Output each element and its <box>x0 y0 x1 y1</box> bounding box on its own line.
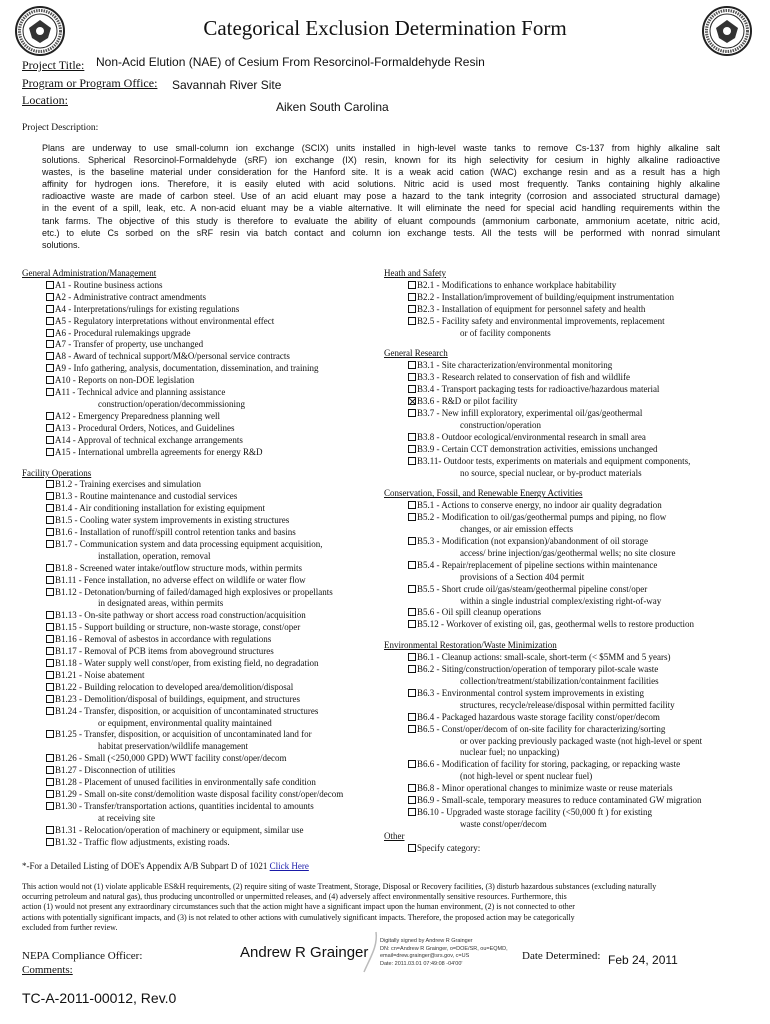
checkbox[interactable] <box>46 424 54 432</box>
category-label: B3.11- Outdoor tests, experiments on materials and equipment components, <box>417 455 691 466</box>
checkbox[interactable] <box>46 480 54 488</box>
date-determined-value: Feb 24, 2011 <box>608 953 678 967</box>
checkbox[interactable] <box>408 561 416 569</box>
section-heading: Environmental Restoration/Waste Minimization <box>384 640 557 651</box>
checkbox[interactable] <box>408 725 416 733</box>
category-continuation: habitat preservation/wildlife management <box>98 741 248 752</box>
category-label: A11 - Technical advice and planning assistance <box>55 387 226 398</box>
category-label: B6.8 - Minor operational changes to minimize waste or reuse materials <box>417 783 673 794</box>
description-line: in the event of a spill, leak, etc. A non-acid eluant may be a viable alternative. It will eliminate the need for special acid handling requirements within the <box>42 203 720 214</box>
section-heading: Conservation, Fossil, and Renewable Energy Activities <box>384 488 583 499</box>
digital-signature-line: email=drew.grainger@srs.gov, c=US <box>380 953 470 959</box>
section-heading: Facility Operations <box>22 467 92 478</box>
category-item <box>22 447 382 459</box>
checkbox[interactable] <box>46 683 54 691</box>
category-continuation: or of facility components <box>460 327 551 338</box>
category-label: A2 - Administrative contract amendments <box>55 291 206 302</box>
category-item <box>22 527 382 539</box>
location-value: Aiken South Carolina <box>276 100 389 114</box>
category-item <box>384 372 724 384</box>
category-label: B5.5 - Short crude oil/gas/steam/geothermal pipeline const/oper <box>417 583 648 594</box>
paragraph-line: This action would not (1) violate applicable ES&H requirements, (2) require siting of waste Treatment, Storage, Disposal or Recovery facilities, (3) disturb hazardous substances (excluding naturally <box>22 882 657 891</box>
checked-checkbox[interactable] <box>408 397 416 405</box>
category-item <box>22 610 382 622</box>
project-description-text <box>42 142 720 251</box>
location-label: Location: <box>22 93 68 107</box>
paragraph-line: excluded from further review. <box>22 922 118 932</box>
category-label: B1.22 - Building relocation to developed area/demolition/disposal <box>55 681 294 692</box>
category-label: B2.1 - Modifications to enhance workplace habitability <box>417 279 617 290</box>
category-item <box>22 825 382 837</box>
project-description-label: Project Description: <box>22 123 99 133</box>
category-label: B3.8 - Outdoor ecological/environmental research in small area <box>417 431 646 442</box>
description-line: wastes, is the baseline material under consideration for the Hanford site. It is a weak acid cation (WAC) exchange resin and as a result has a high <box>42 167 720 178</box>
category-item <box>384 607 724 619</box>
category-label: B6.3 - Environmental control system improvements in existing <box>417 687 644 698</box>
checkbox[interactable] <box>408 445 416 453</box>
category-label: B2.3 - Installation of equipment for personnel safety and health <box>417 303 646 314</box>
program-label: Program or Program Office: <box>22 76 158 90</box>
description-line: affinity for hydrogen ions. Therefore, it is easily eluted with acid solutions. Nitric acid is used most frequently. Tanks containing highly alkaline <box>42 179 720 190</box>
checkbox[interactable] <box>46 766 54 774</box>
category-item <box>384 432 724 444</box>
checkbox[interactable] <box>46 647 54 655</box>
category-label: B5.3 - Modification (not expansion)/abandonment of oil storage <box>417 536 648 547</box>
checkbox[interactable] <box>408 317 416 325</box>
checkbox[interactable] <box>46 671 54 679</box>
category-label: B5.2 - Modification to oil/gas/geothermal pumps and piping, no flow <box>417 512 667 523</box>
category-label: B1.12 - Detonation/burning of failed/damaged high explosives or propellants <box>55 586 333 597</box>
category-item <box>22 729 382 741</box>
checkbox[interactable] <box>408 373 416 381</box>
category-label: B1.16 - Removal of asbestos in accordance with regulations <box>55 634 272 645</box>
checkbox[interactable] <box>408 689 416 697</box>
category-label: B3.9 - Certain CCT demonstration activities, emissions unchanged <box>417 443 658 454</box>
checkbox[interactable] <box>46 778 54 786</box>
checkbox[interactable] <box>46 412 54 420</box>
category-label: A14 - Approval of technical exchange arrangements <box>55 434 243 445</box>
category-continuation: structures, recycle/release/disposal within permitted facility <box>460 699 675 710</box>
category-label: B1.11 - Fence installation, no adverse effect on wildlife or water flow <box>55 574 306 585</box>
category-item <box>384 560 724 572</box>
checkbox[interactable] <box>46 754 54 762</box>
category-item <box>384 688 724 700</box>
checkbox[interactable] <box>46 707 54 715</box>
checkbox[interactable] <box>46 340 54 348</box>
checkbox[interactable] <box>408 409 416 417</box>
category-label: B1.13 - On-site pathway or short access road construction/acquisition <box>55 610 306 621</box>
category-item <box>22 694 382 706</box>
category-item <box>384 619 724 631</box>
category-label: Specify category: <box>417 842 481 853</box>
checkbox[interactable] <box>46 826 54 834</box>
category-item <box>22 658 382 670</box>
category-label: B5.1 - Actions to conserve energy, no indoor air quality degradation <box>417 500 662 511</box>
checkbox[interactable] <box>46 635 54 643</box>
description-line: tank farms. The objective of this study is therefore to evaluate the ability of eluant compounds (ammonium carbonate, ammonium acetate, nitric acid, <box>42 215 720 226</box>
category-item <box>22 304 382 316</box>
category-label: A7 - Transfer of property, use unchanged <box>55 339 204 350</box>
category-item <box>384 536 724 548</box>
category-item <box>384 843 724 855</box>
category-item <box>22 563 382 575</box>
section-heading: Other <box>384 830 405 841</box>
checkbox[interactable] <box>46 317 54 325</box>
category-item <box>384 759 724 771</box>
checkbox[interactable] <box>46 695 54 703</box>
category-label: B1.17 - Removal of PCB items from aboveground structures <box>55 646 274 657</box>
checkbox[interactable] <box>46 448 54 456</box>
nepa-officer-label: NEPA Compliance Officer: <box>22 950 143 962</box>
checkbox[interactable] <box>408 713 416 721</box>
checkbox[interactable] <box>46 388 54 396</box>
category-label: B6.9 - Small-scale, temporary measures to reduce contaminated GW migration <box>417 795 702 806</box>
category-continuation: at receiving site <box>98 812 155 823</box>
category-label: A12 - Emergency Preparedness planning well <box>55 410 221 421</box>
checkbox[interactable] <box>46 588 54 596</box>
section-gap <box>384 339 724 348</box>
checkbox[interactable] <box>408 760 416 768</box>
category-label: A9 - Info gathering, analysis, documentation, dissemination, and training <box>55 363 319 374</box>
category-label: B1.25 - Transfer, disposition, or acquisition of uncontaminated land for <box>55 729 312 740</box>
checkbox[interactable] <box>408 784 416 792</box>
category-item <box>22 328 382 340</box>
checkbox[interactable] <box>408 305 416 313</box>
checkbox[interactable] <box>408 620 416 628</box>
category-item <box>384 724 724 736</box>
category-item <box>384 360 724 372</box>
category-label: B1.2 - Training exercises and simulation <box>55 479 201 490</box>
category-label: B1.4 - Air conditioning installation for existing equipment <box>55 503 265 514</box>
category-continuation: access/ brine injection/gas/geothermal wells; no site closure <box>460 547 676 558</box>
category-item <box>22 789 382 801</box>
checkbox[interactable] <box>408 385 416 393</box>
category-label: A1 - Routine business actions <box>55 279 163 290</box>
checkbox[interactable] <box>46 376 54 384</box>
category-item <box>22 634 382 646</box>
category-label: A4 - Interpretations/rulings for existing regulations <box>55 303 240 314</box>
left-category-column <box>22 268 382 849</box>
category-item <box>384 712 724 724</box>
section-gap <box>384 631 724 640</box>
checkbox[interactable] <box>46 293 54 301</box>
section-gap <box>384 479 724 488</box>
category-continuation: installation, operation, removal <box>98 550 211 561</box>
category-label: B1.23 - Demolition/disposal of buildings, equipment, and structures <box>55 693 300 704</box>
date-determined-label: Date Determined: <box>522 950 601 962</box>
category-item <box>384 444 724 456</box>
category-continuation: provisions of a Section 404 permit <box>460 571 585 582</box>
category-item <box>384 280 724 292</box>
determination-paragraph <box>22 882 734 933</box>
category-label: B1.3 - Routine maintenance and custodial services <box>55 491 238 502</box>
category-item <box>22 670 382 682</box>
checkbox[interactable] <box>46 540 54 548</box>
category-item <box>22 351 382 363</box>
category-label: B3.7 - New infill exploratory, experimental oil/gas/geothermal <box>417 407 643 418</box>
appendix-footnote <box>22 861 309 871</box>
project-title-value: Non-Acid Elution (NAE) of Cesium From Resorcinol-Formaldehyde Resin <box>96 55 485 69</box>
section-heading: Heath and Safety <box>384 268 446 278</box>
checkbox[interactable] <box>46 305 54 313</box>
category-item <box>384 292 724 304</box>
checkbox[interactable] <box>408 608 416 616</box>
category-label: B6.10 - Upgraded waste storage facility (<50,000 ft ) for existing <box>417 806 653 817</box>
section-gap <box>22 459 382 468</box>
category-continuation: nuclear fuel; no unpacking) <box>460 747 560 758</box>
category-item <box>22 280 382 292</box>
checkbox[interactable] <box>46 576 54 584</box>
category-item <box>384 304 724 316</box>
category-item <box>384 664 724 676</box>
checkbox[interactable] <box>408 585 416 593</box>
category-label: B1.6 - Installation of runoff/spill control retention tanks and basins <box>55 527 296 538</box>
category-item <box>22 801 382 813</box>
category-item <box>22 682 382 694</box>
digital-signature-details <box>380 938 515 968</box>
checkbox[interactable] <box>46 504 54 512</box>
checkbox[interactable] <box>46 329 54 337</box>
description-line: solutions. <box>42 239 81 250</box>
checkbox[interactable] <box>46 364 54 372</box>
checkbox[interactable] <box>408 281 416 289</box>
category-item <box>22 479 382 491</box>
checkbox[interactable] <box>408 361 416 369</box>
checkbox[interactable] <box>46 352 54 360</box>
category-item <box>384 807 724 819</box>
checkbox[interactable] <box>46 802 54 810</box>
checkbox[interactable] <box>408 808 416 816</box>
category-label: B1.5 - Cooling water system improvements in existing structures <box>55 515 290 526</box>
category-item <box>384 652 724 664</box>
category-label: B1.27 - Disconnection of utilities <box>55 765 176 776</box>
checkbox[interactable] <box>46 492 54 500</box>
category-label: B5.12 - Workover of existing oil, gas, geothermal wells to restore production <box>417 619 695 630</box>
description-line: solutions. Spherical Resorcinol-Formaldehyde (sRF) ion exchange (IX) resin, known for its high selectivity for cesium in highly alkaline radioactive <box>42 155 720 166</box>
category-label: B1.26 - Small (<250,000 GPD) WWT facility const/oper/decom <box>55 753 287 764</box>
category-label: B3.6 - R&D or pilot facility <box>417 396 518 407</box>
category-label: B3.1 - Site characterization/environmental monitoring <box>417 360 613 371</box>
category-item <box>22 423 382 435</box>
category-label: B5.6 - Oil spill cleanup operations <box>417 607 541 618</box>
section-heading: General Administration/Management <box>22 268 157 278</box>
category-item <box>22 575 382 587</box>
checkbox[interactable] <box>408 501 416 509</box>
category-item <box>384 584 724 596</box>
section-heading: General Research <box>384 348 448 359</box>
category-item <box>384 512 724 524</box>
category-label: A13 - Procedural Orders, Notices, and Guidelines <box>55 422 235 433</box>
category-item <box>22 503 382 515</box>
category-item <box>22 375 382 387</box>
category-label: B6.1 - Cleanup actions: small-scale, short-term (< $5MM and 5 years) <box>417 652 671 663</box>
category-item <box>384 316 724 328</box>
category-item <box>22 316 382 328</box>
footnote-text: *-For a Detailed Listing of DOE's Appendix A/B Subpart D of 1021 <box>22 861 270 871</box>
comments-label: Comments: <box>22 964 73 976</box>
checkbox[interactable] <box>46 659 54 667</box>
category-item <box>22 387 382 399</box>
category-label: B1.29 - Small on-site const/demolition waste disposal facility const/oper/decom <box>55 788 344 799</box>
description-line: Plans are underway to use small-column ion exchange (SCIX) units installed in high-level waste tanks to remove Cs-137 from highly alkaline salt <box>42 143 720 153</box>
category-label: B1.31 - Relocation/operation of machinery or equipment, similar use <box>55 824 304 835</box>
checkbox[interactable] <box>408 537 416 545</box>
checkbox[interactable] <box>46 623 54 631</box>
category-continuation: construction/operation/decommissioning <box>98 398 245 409</box>
category-continuation: construction/operation <box>460 419 541 430</box>
category-label: B1.21 - Noise abatement <box>55 669 145 680</box>
category-item <box>384 384 724 396</box>
category-label: B3.4 - Transport packaging tests for radioactive/hazardous material <box>417 384 660 395</box>
category-continuation: no source, special nuclear, or by-product materials <box>460 467 642 478</box>
checkbox[interactable] <box>46 281 54 289</box>
category-item <box>22 411 382 423</box>
category-continuation: collection/treatment/stabilization/containment facilities <box>460 676 659 686</box>
category-item <box>22 491 382 503</box>
category-item <box>22 292 382 304</box>
category-label: B6.5 - Const/oper/decom of on-site facility for characterizing/sorting <box>417 723 666 734</box>
category-label: B2.5 - Facility safety and environmental improvements, replacement <box>417 315 665 326</box>
category-item <box>22 765 382 777</box>
category-label: B1.7 - Communication system and data processing equipment acquisition, <box>55 538 323 549</box>
category-label: B1.15 - Support building or structure, non-waste storage, const/oper <box>55 622 301 633</box>
checkbox[interactable] <box>46 730 54 738</box>
category-continuation: (not high-level or spent nuclear fuel) <box>460 771 593 782</box>
checkbox[interactable] <box>408 665 416 673</box>
digital-signature-line: Digitally signed by Andrew R Grainger <box>380 938 473 944</box>
description-line: radioactive waste are made of carbon steel. Use of an acid eluant may pose a hazard to the tank integrity (corrosion and associated structural damage) <box>42 191 720 202</box>
category-item <box>22 539 382 551</box>
signature-flourish-icon <box>360 928 382 974</box>
digital-signature-line: Date: 2011.03.01 07:49:08 -04'00' <box>380 960 463 967</box>
checkbox[interactable] <box>408 457 416 465</box>
category-continuation: or over packing previously packaged waste (not high-level or spent <box>460 735 703 746</box>
form-title: Categorical Exclusion Determination Form <box>203 16 567 40</box>
digital-signature-line: DN: cn=Andrew R Grainger, o=DOE/SR, ou=EQMD, <box>380 945 508 952</box>
checkbox[interactable] <box>46 436 54 444</box>
program-value: Savannah River Site <box>172 78 282 92</box>
category-label: B1.8 - Screened water intake/outflow structure mods, within permits <box>55 562 302 573</box>
category-label: B1.28 - Placement of unused facilities in environmentally safe condition <box>55 777 316 788</box>
checkbox[interactable] <box>408 513 416 521</box>
paragraph-line: action (1) would not present any extraordinary circumstances such that the action might have a significant impact upon the human environment, (2) is not connected to other <box>22 902 575 912</box>
checkbox[interactable] <box>46 528 54 536</box>
paragraph-line: actions with potentially significant impacts, and (3) is not related to other actions with cumulatively significant impacts. Therefore, the proposed action may be categorically <box>22 912 575 922</box>
paragraph-line: occurring petroleum and natural gas), thus producing uncontrolled or unpermitted releases, and (4) adversely affect environmentally sensitive resources. Furthermore, this <box>22 892 567 902</box>
category-item <box>384 456 724 468</box>
category-label: A15 - International umbrella agreements for energy R&D <box>55 446 263 457</box>
category-label: B3.3 - Research related to conservation of fish and wildlife <box>417 372 630 383</box>
category-continuation: within a single industrial complex/existing right-of-way <box>460 595 662 606</box>
category-label: A6 - Procedural rulemakings upgrade <box>55 327 191 338</box>
description-line: etc.) to elute Cs sorbed on the sRF resin via batch contact and column ion exchange tests. All the tests will be performed with nonrad simulant <box>42 227 720 238</box>
project-title-label: Project Title: <box>22 58 85 72</box>
checkbox[interactable] <box>408 653 416 661</box>
checkbox[interactable] <box>408 796 416 804</box>
category-label: B6.4 - Packaged hazardous waste storage facility const/oper/decom <box>417 711 660 722</box>
right-category-column <box>384 268 724 855</box>
category-continuation: in designated areas, within permits <box>98 598 224 609</box>
category-item <box>22 753 382 765</box>
document-id: TC-A-2011-00012, Rev.0 <box>22 990 177 1006</box>
checkbox[interactable] <box>46 838 54 846</box>
category-item <box>384 500 724 512</box>
category-item <box>22 777 382 789</box>
category-item <box>22 435 382 447</box>
checkbox[interactable] <box>46 790 54 798</box>
category-label: B1.24 - Transfer, disposition, or acquisition of uncontaminated structures <box>55 705 319 716</box>
category-label: B5.4 - Repair/replacement of pipeline sections within maintenance <box>417 559 658 570</box>
category-item <box>22 622 382 634</box>
category-item <box>384 408 724 420</box>
checkbox[interactable] <box>408 293 416 301</box>
category-continuation: changes, or air emission effects <box>460 524 574 535</box>
category-label: B1.32 - Traffic flow adjustments, existing roads. <box>55 836 230 847</box>
checkbox[interactable] <box>408 844 416 852</box>
category-item <box>384 783 724 795</box>
click-here-link[interactable]: Click Here <box>269 861 309 871</box>
category-continuation: waste const/oper/decom <box>460 818 547 829</box>
category-item <box>22 339 382 351</box>
category-label: B2.2 - Installation/improvement of building/equipment instrumentation <box>417 291 674 302</box>
category-label: B1.30 - Transfer/transportation actions, quantities incidental to amounts <box>55 800 314 811</box>
category-item <box>22 646 382 658</box>
category-label: A5 - Regulatory interpretations without environmental effect <box>55 315 275 326</box>
category-item <box>22 363 382 375</box>
checkbox[interactable] <box>46 564 54 572</box>
category-item <box>22 587 382 599</box>
category-item <box>22 837 382 849</box>
category-item <box>384 396 724 408</box>
category-label: B6.6 - Modification of facility for storing, packaging, or repacking waste <box>417 759 681 770</box>
category-item <box>22 706 382 718</box>
category-label: B1.18 - Water supply well const/oper, from existing field, no degradation <box>55 658 319 668</box>
signature-name: Andrew R Grainger <box>240 944 369 961</box>
category-label: A10 - Reports on non-DOE legislation <box>55 375 195 386</box>
category-label: B6.2 - Siting/construction/operation of temporary pilot-scale waste <box>417 664 659 675</box>
category-item <box>384 795 724 807</box>
category-continuation: or equipment, environmental quality maintained <box>98 717 272 728</box>
checkbox[interactable] <box>46 516 54 524</box>
checkbox[interactable] <box>408 433 416 441</box>
category-label: A8 - Award of technical support/M&O/personal service contracts <box>55 351 290 362</box>
category-item <box>22 515 382 527</box>
checkbox[interactable] <box>46 611 54 619</box>
